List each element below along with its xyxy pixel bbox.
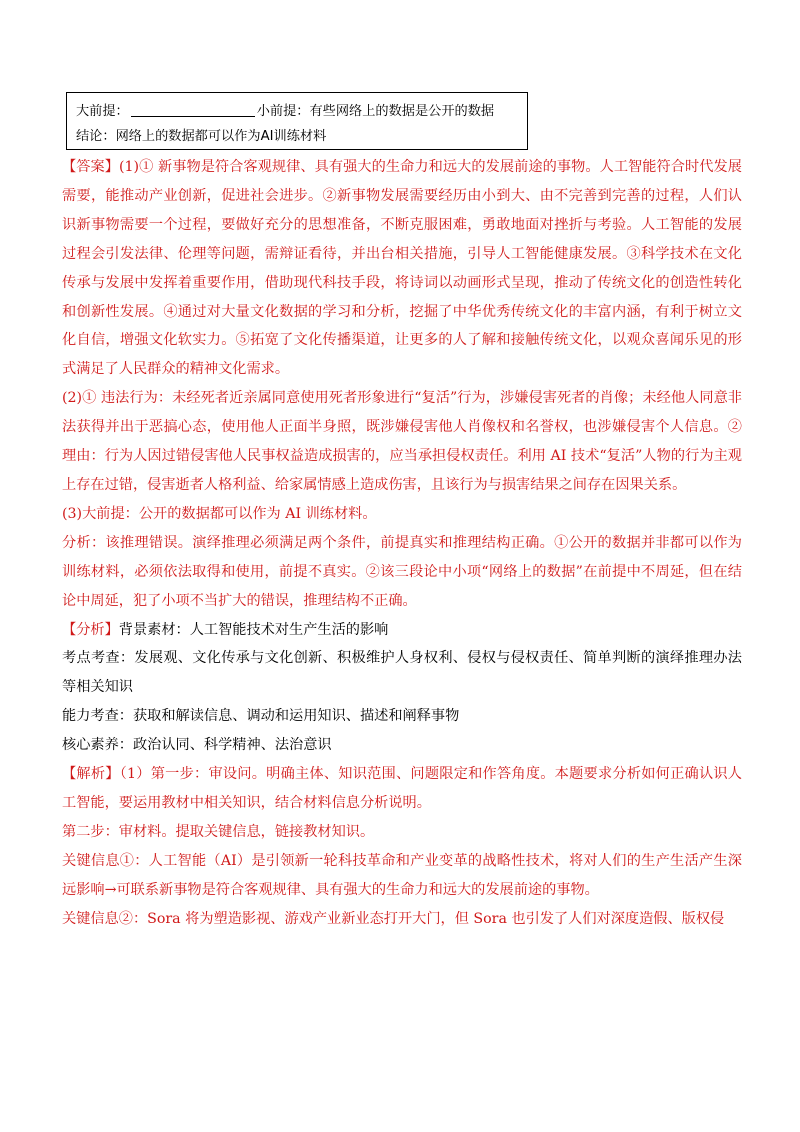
answer-content: [62, 153, 742, 933]
conclusion-text: 网络上的数据都可以作为AI训练材料: [115, 129, 327, 144]
major-premise-label: 大前提：: [76, 104, 129, 119]
answer-text-1: (1)① 新事物是符合客观规律、具有强大的生命力和远大的发展前途的事物。人工智能符合时代发展需要，能推动产业创新，促进社会进步。②新事物发展需要经历由小到大、由不完善到完善的过程，人们认识新事物需要一个过程，要做好充分的思想准备，不断克服困难，勇敢地面对挫折与考验。人工智能的发展过程会引发法律、伦理等问题，需辩证看待，并出台相关措施，引导人工智能健康发展。③科学技术在文化传承与发展中发挥着重要作用，借助现代科技手段，将诗词以动画形式呈现，推动了传统文化的创造性转化和创新性发展。④通过对大量文化数据的学习和分析，挖掘了中华优秀传统文化的丰富内涵，有利于树立文化自信，增强文化软实力。⑤拓宽了文化传播渠道，让更多的人了解和接触传统文化，以观众喜闻乐见的形式满足了人民群众的精神文化需求。: [62, 159, 742, 378]
jiexi-paragraph-4: 关键信息②：Sora 将为塑造影视、游戏产业新业态打开大门，但 Sora 也引发了人们对深度造假、版权侵: [62, 910, 725, 927]
major-premise-blank[interactable]: [131, 102, 255, 117]
analysis-material-text: 背景素材：人工智能技术对生产生活的影响: [118, 621, 389, 638]
conclusion-label: 结论：: [76, 129, 116, 144]
analysis-tag: 【分析】: [62, 621, 119, 638]
minor-premise-label: 小前提：: [256, 104, 310, 119]
analysis-suyang: 核心素养：政治认同、科学精神、法治意识: [62, 737, 332, 754]
jiexi-paragraph-2: 第二步：审材料。提取关键信息，链接教材知识。: [62, 823, 375, 840]
answer-paragraph-2: (2)① 违法行为：未经死者近亲属同意使用死者形象进行“复活”行为，涉嫌侵害死者的肖像；未经他人同意非法获得并出于恶搞心态，使用他人正面半身照，既涉嫌侵害他人肖像权和名誉权，也涉嫌侵害个人信息。②理由：行为人因过错侵害他人民事权益造成损害的，应当承担侵权责任。利用 AI 技术“复活”人物的行为主观上存在过错，侵害逝者人格利益、给家属情感上造成伤害，且该行为与损害结果之间存在因果关系。: [62, 390, 742, 493]
minor-premise-text: 有些网络上的数据是公开的数据: [309, 104, 495, 119]
answer-paragraph-3: (3)大前提：公开的数据都可以作为 AI 训练材料。: [62, 505, 377, 522]
answer-paragraph-1: [62, 153, 742, 384]
analysis-material: [62, 616, 742, 645]
jiexi-tag: 【解析】: [62, 766, 120, 783]
jiexi-text-1: （1）第一步：审设问。明确主体、知识范围、问题限定和作答角度。本题要求分析如何正确认识人工智能，要运用教材中相关知识，结合材料信息分析说明。: [62, 766, 742, 811]
jiexi-paragraph-3: 关键信息①：人工智能（AI）是引领新一轮科技革命和产业变革的战略性技术，将对人们的生产生活产生深远影响→可联系新事物是符合客观规律、具有强大的生命力和远大的发展前途的事物。: [62, 852, 742, 898]
conclusion-row: [76, 124, 527, 149]
answer-paragraph-4: 分析：该推理错误。演绎推理必须满足两个条件，前提真实和推理结构正确。①公开的数据并非都可以作为训练材料，必须依法取得和使用，前提不真实。②该三段论中小项“网络上的数据”在前提中不周延，但在结论中周延，犯了小项不当扩大的错误，推理结构不正确。: [62, 534, 742, 609]
premise-row: [76, 99, 527, 124]
syllogism-box: [66, 92, 528, 150]
answer-tag: 【答案】: [62, 159, 119, 175]
jiexi-paragraph-1: [62, 760, 742, 818]
analysis-kaodian: 考点考查：发展观、文化传承与文化创新、积极维护人身权利、侵权与侵权责任、简单判断的演绎推理办法等相关知识: [62, 650, 742, 696]
analysis-nengli: 能力考查：获取和解读信息、调动和运用知识、描述和阐释事物: [62, 708, 460, 725]
